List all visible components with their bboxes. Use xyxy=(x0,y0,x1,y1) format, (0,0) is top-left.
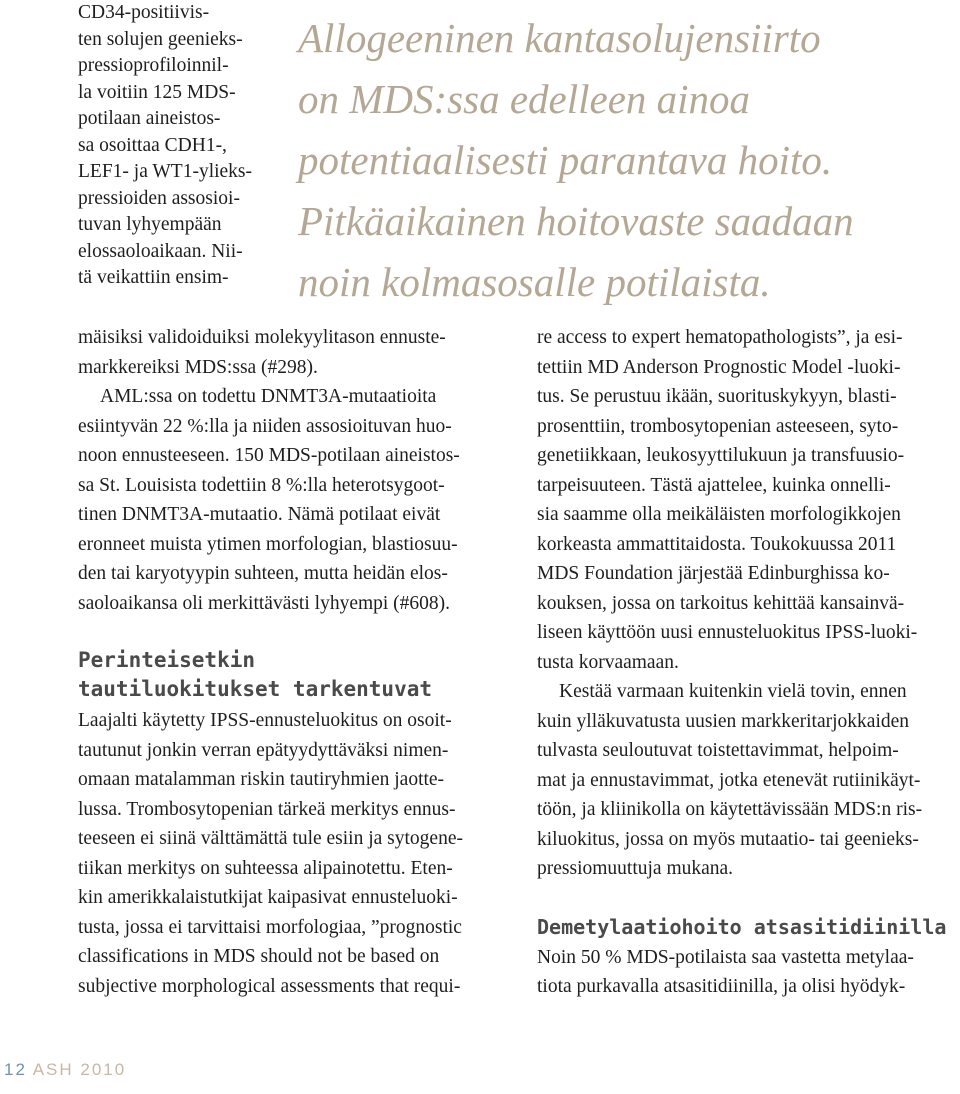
text-line: sa St. Louisista todettiin 8 %:lla heterotsygoot- xyxy=(78,474,445,496)
paragraph xyxy=(78,323,518,382)
paragraph xyxy=(537,323,960,677)
text-line: Noin 50 % MDS-potilaista saa vastetta metylaa- xyxy=(537,946,914,968)
text-line: tus. Se perustuu ikään, suorituskykyyn, blasti- xyxy=(537,386,897,407)
text-line: saoloaikansa oli merkittävästi lyhyempi (#608). xyxy=(78,592,451,614)
text-line: eronneet muista ytimen morfologian, blastiosuu- xyxy=(78,533,458,555)
publication-name: ASH 2010 xyxy=(32,1060,127,1079)
text-line: classifications in MDS should not be based on xyxy=(78,946,440,967)
pull-quote-line: noin kolmasosalle potilaista. xyxy=(298,259,771,305)
text-line: re access to expert hematopathologists”, ja esi- xyxy=(537,327,903,348)
section-heading xyxy=(78,646,518,704)
text-line: tiikan merkitys on suhteessa alipainotettu. Eten- xyxy=(78,857,453,879)
paragraph xyxy=(537,943,960,1002)
text-line: MDS Foundation järjestää Edinburghissa ko- xyxy=(537,563,890,584)
heading-line: Perinteisetkin xyxy=(78,648,256,672)
pull-quote-line: Allogeeninen kantasolujensiirto xyxy=(298,15,821,61)
page-number: 12 xyxy=(4,1060,27,1079)
text-line: markkereiksi MDS:ssa (#298). xyxy=(78,356,318,378)
text-line: sia saamme olla meikäläisten morfologikkojen xyxy=(537,504,901,525)
text-line: kouksen, jossa on tarkoitus kehittää kansainvä- xyxy=(537,592,905,614)
pull-quote-line: on MDS:ssa edelleen ainoa xyxy=(298,76,751,122)
text-line: töön, ja kliinikolla on käytettävissään MDS:n ris- xyxy=(537,799,923,820)
paragraph xyxy=(78,382,518,618)
text-line: pressiomuuttuja mukana. xyxy=(537,858,734,879)
text-line: tarpeisuuteen. Tästä ajattelee, kuinka onnelli- xyxy=(537,474,891,496)
text-line: liseen käyttöön uusi ennusteluokitus IPSS-luoki- xyxy=(537,622,918,643)
sidebar-line: sa osoittaa CDH1-, xyxy=(78,134,227,156)
pull-quote-line: potentiaalisesti parantava hoito. xyxy=(298,137,833,183)
paragraph xyxy=(78,706,518,1001)
text-line: kiluokitus, jossa on myös mutaatio- tai geenieks- xyxy=(537,828,919,850)
text-line: teeseen ei siinä välttämättä tule esiin ja sytogene- xyxy=(78,828,463,849)
text-line: omaan matalamman riskin tautiryhmien jaotte- xyxy=(78,769,445,790)
page-footer xyxy=(4,1060,126,1080)
heading-line: tautiluokitukset tarkentuvat xyxy=(78,677,433,701)
sidebar-line: potilaan aineistos- xyxy=(78,108,221,129)
text-line: AML:ssa on todettu DNMT3A-mutaatioita xyxy=(100,386,437,407)
text-line: kuin ylläkuvatusta uusien markkeritarjokkaiden xyxy=(537,710,910,732)
sidebar-line: LEF1- ja WT1-ylieks- xyxy=(78,161,253,182)
sidebar-line: la voitiin 125 MDS- xyxy=(78,81,236,103)
sidebar-line: pressioiden assosioi- xyxy=(78,187,240,209)
text-line: esiintyvän 22 %:lla ja niiden assosioituvan huo- xyxy=(78,415,452,437)
text-line: Kestää varmaan kuitenkin vielä tovin, ennen xyxy=(559,681,907,702)
text-line: genetiikkaan, leukosyyttilukuun ja transfuusio- xyxy=(537,445,905,466)
text-line: tautunut jonkin verran epätyydyttäväksi nimen- xyxy=(78,739,449,761)
sidebar-line: ten solujen geenieks- xyxy=(78,28,243,50)
text-line: lussa. Trombosytopenian tärkeä merkitys ennus- xyxy=(78,798,456,820)
sidebar-line: tuvan lyhyempään xyxy=(78,214,222,235)
right-column xyxy=(537,323,960,1002)
text-line: Laajalti käytetty IPSS-ennusteluokitus on osoit- xyxy=(78,710,452,731)
text-line: noon ennusteeseen. 150 MDS-potilaan aineistos- xyxy=(78,445,460,466)
text-line: tettiin MD Anderson Prognostic Model -luoki- xyxy=(537,356,901,378)
pull-quote-line: Pitkäaikainen hoitovaste saadaan xyxy=(298,198,854,244)
text-line: tulvasta seuloutuvat toistettavimmat, helpoim- xyxy=(537,740,899,761)
text-line: prosenttiin, trombosytopenian asteeseen, syto- xyxy=(537,415,899,437)
text-line: tinen DNMT3A-mutaatio. Nämä potilaat eivät xyxy=(78,504,441,525)
text-line: tusta, jossa ei tarvittaisi morfologiaa, ”prognostic xyxy=(78,916,462,938)
text-line: kin amerikkalaistutkijat kaipasivat ennusteluoki- xyxy=(78,887,458,908)
sidebar-line: CD34-positiivis- xyxy=(78,2,210,23)
sidebar-line: pressioprofiloinnil- xyxy=(78,55,229,76)
sidebar-line: elossaoloaikaan. Nii- xyxy=(78,240,243,262)
section-heading: Demetylaatiohoito atsasitidiinilla xyxy=(537,914,947,939)
text-line: tiota purkavalla atsasitidiinilla, ja olisi hyödyk- xyxy=(537,976,906,997)
left-column xyxy=(78,323,518,1001)
text-line: mat ja ennustavimmat, jotka etenevät rutiinikäyt- xyxy=(537,769,921,791)
text-line: mäisiksi validoiduiksi molekyylitason ennuste- xyxy=(78,327,446,348)
text-line: subjective morphological assessments that requi- xyxy=(78,975,461,997)
sidebar-line: tä veikattiin ensim- xyxy=(78,267,229,288)
paragraph xyxy=(537,677,960,884)
text-line: den tai karyotyypin suhteen, mutta heidän elos- xyxy=(78,563,448,584)
text-line: tusta korvaamaan. xyxy=(537,651,679,673)
text-line: korkeasta ammattitaidosta. Toukokuussa 2011 xyxy=(537,533,897,555)
sidebar-text xyxy=(78,0,318,292)
pull-quote xyxy=(298,8,958,313)
